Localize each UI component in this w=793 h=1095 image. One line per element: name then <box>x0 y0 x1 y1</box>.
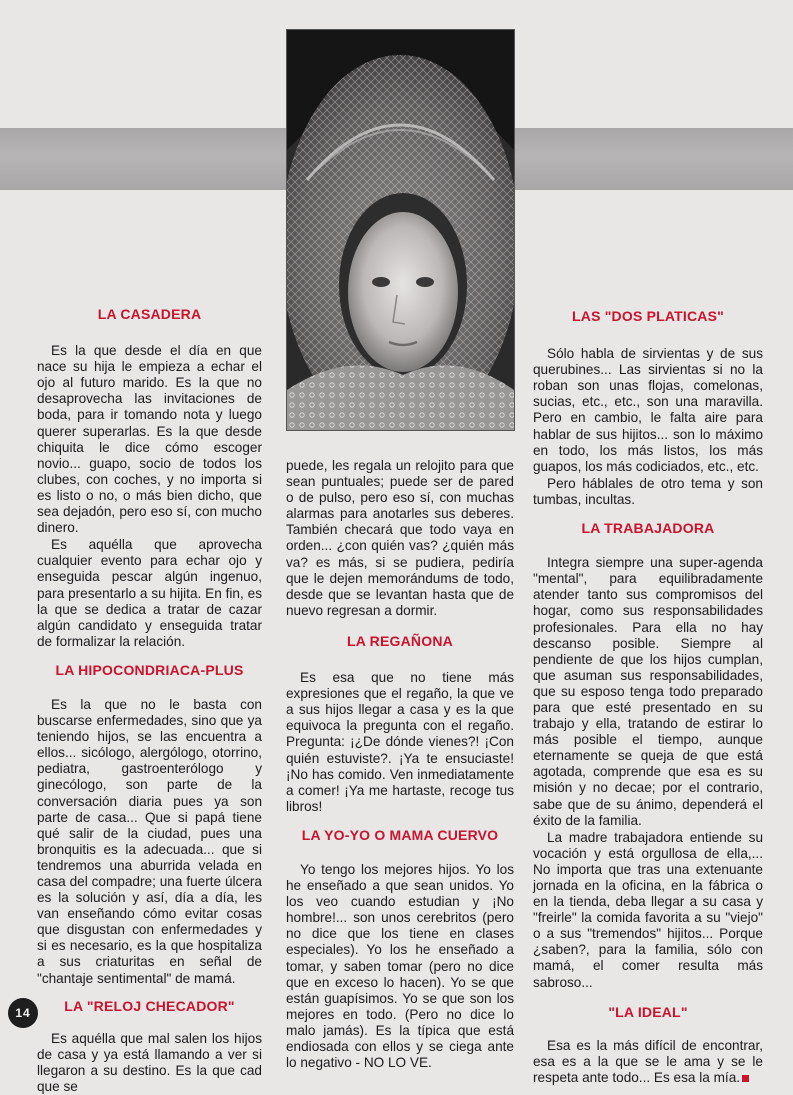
paragraph: Integra siempre una super-agenda "mental", para equilibradamente atender tanto sus compromisos del hogar, como sus responsabilidades profesionales. Para ella no hay descanso posible. Siempre al pendiente de que los hijos cumplan, que asuman sus responsabilidades, que su esposo tenga todo preparado para que esté presentado en su trabajo y ella, tratando de estirar lo más posible el tiempo, aunque eternamente se queja de que está agotada, comprende que esa es su misión y no decae; por el contrario, sabe que de su ánimo, dependerá el éxito de la familia. <box>533 555 763 828</box>
heading-las-dos-platicas: LAS "DOS PLATICAS" <box>572 308 724 324</box>
column-left <box>37 306 262 1095</box>
heading-la-reganona: LA REGAÑONA <box>347 632 453 649</box>
paragraph: puede, les regala un relojito para que sean puntuales; puede ser de pared o de pulso, pero eso sí, con muchas alarmas para anotarles sus deberes. También checará que todo vaya en orden... ¿con quién vas? ¿quién más va? es más, si se pudiera, pediría que le dejen memorándums de todo, desde que se levantan hasta que de nuevo regresan a dormir. <box>286 458 514 618</box>
paragraph: La madre trabajadora entiende su vocación y está orgullosa de ella,... No importa que tras una extenuante jornada en la oficina, en la fábrica o en la tienda, deba llegar a su casa y "freirle" la comida favorita a su "viejo" o a sus "tremendos" hijitos... Porque ¿saben?, para la familia, sólo con mamá, el comer resulta más sabroso... <box>533 829 763 990</box>
paragraph: Es aquélla que mal salen los hijos de casa y ya está llamando a ver si llegaron a su destino. Es la que cad que se <box>37 1030 262 1095</box>
column-middle <box>286 458 514 1071</box>
end-mark-icon <box>742 1075 749 1082</box>
heading-la-hipocondriaca-plus: LA HIPOCONDRIACA-PLUS <box>55 661 244 678</box>
paragraph-last <box>533 1038 763 1086</box>
heading-la-reloj-checador: LA "RELOJ CHECADOR" <box>64 997 235 1014</box>
paragraph: Es la que desde el día en que nace su hija le empieza a echar el ojo al futuro marido. Es la que no desaprovecha las invitaciones de boda, para ir tomando nota y luego querer superarlas. Es la que desde chiquita le dice cómo escoger novio... guapo, socio de todos los clubes, con coches, y no importa si es listo o no, o más bien dicho, que sea dejadón, pero eso sí, con mucho dinero. <box>37 343 262 536</box>
page-number-badge: 14 <box>8 998 38 1028</box>
heading-la-trabajadora: LA TRABAJADORA <box>581 520 715 537</box>
child-photo <box>287 30 514 430</box>
paragraph: Es aquélla que aprovecha cualquier evento para echar ojo y enseguida pescar algún ingenuo, para presentarlo a su hijita. En fin, es la que se dedica a tratar de cazar algún candidato y enseguida tratar de formalizar la relación. <box>37 537 262 649</box>
paragraph: Es la que no le basta con buscarse enfermedades, sino que ya teniendo hijos, se las encuentra a ellos... sicólogo, alergólogo, otorrino, pediatra, gastroenterólogo y ginecólogo, son parte de la conversación diaria pues ya son parte de casa... Que si papá tiene qué salir de la ciudad, pues una bronquitis es la adecuada... que si tendremos una aburrida velada en casa del compadre; una fuerte úlcera es la solución y así, día a día, les van enseñando cómo evitar cosas que disgustan con enfermedades y si es necesario, es la que hospitaliza a sus criaturitas en señal de "chantaje sentimental" de mamá. <box>37 696 262 986</box>
paragraph: Pero háblales de otro tema y son tumbas, incultas. <box>533 475 763 507</box>
column-right <box>533 308 763 1086</box>
heading-la-yo-yo-o-mama-cuervo: LA YO-YO O MAMA CUERVO <box>301 826 499 843</box>
paragraph: Es esa que no tiene más expresiones que el regaño, la que ve a sus hijos llegar a casa y es la que equivoca la pregunta con el regaño. Pregunta: ¡¿De dónde vienes?! ¡Con quién estuviste?. ¡Ya te ensuciaste! ¡No has comido. Ven inmediatamente a comer! ¡Ya me hartaste, recoge tus libros! <box>286 670 514 814</box>
heading-la-casadera: LA CASADERA <box>97 306 202 322</box>
heading-la-ideal: "LA IDEAL" <box>608 1003 688 1020</box>
paragraph-text: Esa es la más difícil de encontrar, esa es a la que se le ama y se le respeta ante todo... Es esa la mía. <box>533 1037 763 1085</box>
paragraph: Yo tengo los mejores hijos. Yo los he enseñado a que sean unidos. Yo los veo cuando estudian y ¡No hombre!... son unos cerebritos (pero no dice que los tiene en clases especiales). Yo los he enseñado a tomar, y saben tomar (pero no dice que en exceso lo hacen). Yo se que están guapísimos. Yo se que son los mejores en todo. (Pero no dice lo malo jamás). Es la típica que está endiosada con ellos y se ciega ante lo negativo - NO LO VE. <box>286 861 514 1071</box>
paragraph: Sólo habla de sirvientas y de sus querubines... Las sirvientas si no la roban son unas flojas, comelonas, sucias, etc., etc., son una maravilla. Pero en cambio, le falta aire para hablar de sus hijitos... son lo máximo en todo, los más listos, los más guapos, los más codiciados, etc., etc. <box>533 346 763 474</box>
